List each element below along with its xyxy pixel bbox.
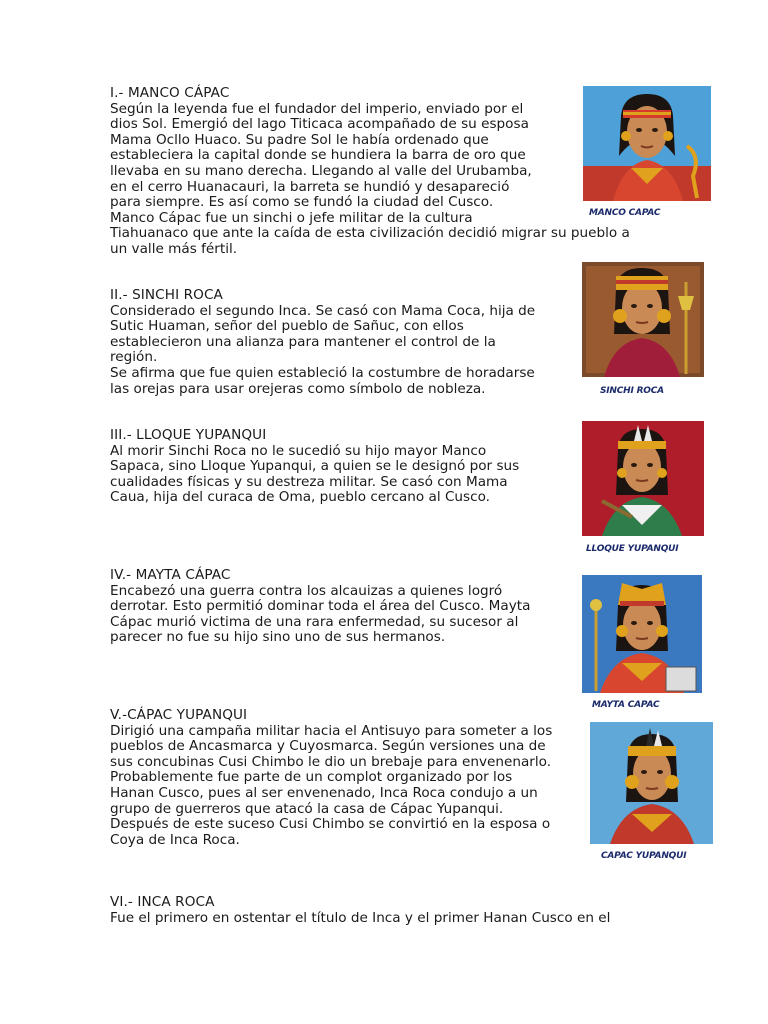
portrait-sinchi-roca — [582, 262, 704, 377]
text-line: en el cerro Huanacauri, la barreta se hundió y desapareció — [110, 178, 510, 195]
portrait-caption: MANCO CAPAC — [589, 208, 661, 218]
text-line: Cápac murió victima de una rara enfermedad, su sucesor al — [110, 613, 519, 630]
text-line: llevaba en su mano derecha. Llegando al valle del Urubamba, — [110, 162, 532, 179]
section-heading: IV.- MAYTA CÁPAC — [110, 567, 231, 583]
text-line: Tiahuanaco que ante la caída de esta civilización decidió migrar su pueblo a — [110, 225, 630, 242]
text-line: dios Sol. Emergió del lago Titicaca acompañado de su esposa — [110, 116, 529, 133]
text-line: sus concubinas Cusi Chimbo le dio un brebaje para envenenarlo. — [110, 753, 552, 770]
text-line: cualidades físicas y su destreza militar. Se casó con Mama — [110, 473, 508, 490]
section-heading: II.- SINCHI ROCA — [110, 287, 223, 303]
section-heading: V.-CÁPAC YUPANQUI — [110, 707, 248, 723]
text-line: Caua, hija del curaca de Oma, pueblo cercano al Cusco. — [110, 489, 491, 506]
text-line: Fue el primero en ostentar el título de Inca y el primer Hanan Cusco en el — [110, 909, 611, 926]
portrait-illustration — [582, 421, 704, 536]
portrait-illustration — [583, 86, 711, 201]
text-line: grupo de guerreros que atacó la casa de Cápac Yupanqui. — [110, 800, 504, 817]
portrait-caption: CAPAC YUPANQUI — [601, 851, 687, 861]
text-line: región. — [110, 349, 158, 366]
section-capac-yupanqui — [110, 708, 552, 848]
section-mayta-capac — [110, 568, 530, 646]
section-heading: VI.- INCA ROCA — [110, 894, 215, 910]
section-heading: III.- LLOQUE YUPANQUI — [110, 427, 267, 443]
portrait-lloque-yupanqui — [582, 421, 704, 536]
section-lloque-yupanqui — [110, 428, 519, 506]
portrait-illustration — [590, 722, 713, 844]
text-line: Dirigió una campaña militar hacia el Antisuyo para someter a los — [110, 722, 553, 739]
text-line: Sapaca, sino Lloque Yupanqui, a quien se le designó por sus — [110, 458, 520, 475]
portrait-illustration — [582, 262, 704, 377]
text-line: derrotar. Esto permitió dominar toda el área del Cusco. Mayta — [110, 598, 531, 615]
text-line: Sutic Huaman, señor del pueblo de Sañuc, con ellos — [110, 318, 464, 335]
text-line: estableciera la capital donde se hundiera la barra de oro que — [110, 147, 526, 164]
text-line: Probablemente fue parte de un complot organizado por los — [110, 769, 513, 786]
portrait-caption: LLOQUE YUPANQUI — [586, 544, 679, 554]
text-line: Considerado el segundo Inca. Se casó con Mama Coca, hija de — [110, 302, 536, 319]
text-line: Al morir Sinchi Roca no le sucedió su hijo mayor Manco — [110, 442, 487, 459]
text-line: Después de este suceso Cusi Chimbo se convirtió en la esposa o — [110, 816, 551, 833]
portrait-illustration — [582, 575, 702, 693]
text-line: pueblos de Ancasmarca y Cuyosmarca. Según versiones una de — [110, 738, 546, 755]
portrait-caption: SINCHI ROCA — [600, 386, 664, 396]
text-line: Encabezó una guerra contra los alcauizas a quienes logró — [110, 582, 503, 599]
portrait-capac-yupanqui — [590, 722, 713, 844]
portrait-manco-capac — [583, 86, 711, 201]
section-heading: I.- MANCO CÁPAC — [110, 85, 230, 101]
text-line: Manco Cápac fue un sinchi o jefe militar de la cultura — [110, 209, 473, 226]
section-inca-roca — [110, 895, 610, 926]
text-line: Mama Ocllo Huaco. Su padre Sol le había ordenado que — [110, 131, 489, 148]
text-line: un valle más fértil. — [110, 240, 238, 257]
text-line: Se afirma que fue quien estableció la costumbre de horadarse — [110, 364, 535, 381]
text-line: establecieron una alianza para mantener el control de la — [110, 333, 496, 350]
section-sinchi-roca — [110, 288, 535, 397]
text-line: Según la leyenda fue el fundador del imperio, enviado por el — [110, 100, 524, 117]
text-line: las orejas para usar orejeras como símbolo de nobleza. — [110, 380, 486, 397]
text-line: Coya de Inca Roca. — [110, 831, 240, 848]
text-line: Hanan Cusco, pues al ser envenenado, Inca Roca condujo a un — [110, 784, 538, 801]
portrait-caption: MAYTA CAPAC — [592, 700, 660, 710]
portrait-mayta-capac — [582, 575, 702, 693]
text-line: para siempre. Es así como se fundó la ciudad del Cusco. — [110, 194, 494, 211]
section-manco-capac — [110, 86, 630, 258]
text-line: parecer no fue su hijo sino uno de sus hermanos. — [110, 629, 446, 646]
